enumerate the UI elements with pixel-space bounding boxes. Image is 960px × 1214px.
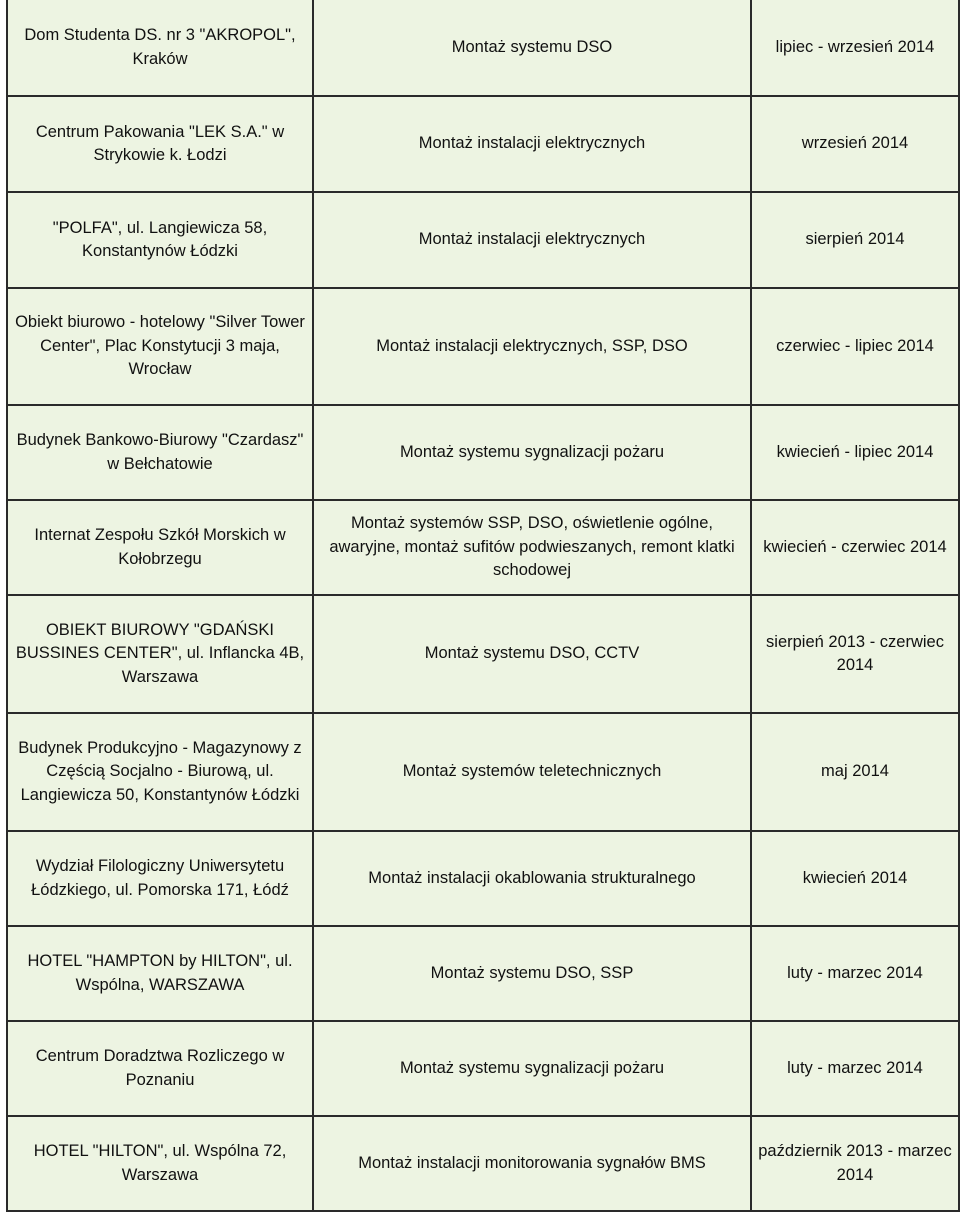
table-row <box>7 500 959 595</box>
table-row <box>7 831 959 926</box>
table-row <box>7 96 959 192</box>
table-row <box>7 192 959 288</box>
date-cell: sierpień 2013 - czerwiec 2014 <box>751 595 959 713</box>
location-cell: Wydział Filologiczny Uniwersytetu Łódzkiego, ul. Pomorska 171, Łódź <box>7 831 313 926</box>
location-cell: Budynek Bankowo-Biurowy "Czardasz" w Bełchatowie <box>7 405 313 500</box>
table-row <box>7 0 959 96</box>
table-row <box>7 405 959 500</box>
scope-cell: Montaż systemów SSP, DSO, oświetlenie ogólne, awaryjne, montaż sufitów podwieszanych, remont klatki schodowej <box>313 500 751 595</box>
date-cell: wrzesień 2014 <box>751 96 959 192</box>
table-row <box>7 288 959 405</box>
location-cell: Internat Zespołu Szkół Morskich w Kołobrzegu <box>7 500 313 595</box>
scope-cell: Montaż instalacji elektrycznych <box>313 96 751 192</box>
scope-cell: Montaż instalacji monitorowania sygnałów BMS <box>313 1116 751 1211</box>
date-cell: luty - marzec 2014 <box>751 1021 959 1116</box>
table-row <box>7 1116 959 1211</box>
date-cell: luty - marzec 2014 <box>751 926 959 1021</box>
date-cell: lipiec - wrzesień 2014 <box>751 0 959 96</box>
location-cell: HOTEL "HILTON", ul. Wspólna 72, Warszawa <box>7 1116 313 1211</box>
date-cell: kwiecień 2014 <box>751 831 959 926</box>
date-cell: kwiecień - czerwiec 2014 <box>751 500 959 595</box>
date-cell: maj 2014 <box>751 713 959 831</box>
location-cell: Centrum Pakowania "LEK S.A." w Strykowie k. Łodzi <box>7 96 313 192</box>
table-row <box>7 713 959 831</box>
date-cell: sierpień 2014 <box>751 192 959 288</box>
location-cell: HOTEL "HAMPTON by HILTON", ul. Wspólna, WARSZAWA <box>7 926 313 1021</box>
scope-cell: Montaż instalacji elektrycznych <box>313 192 751 288</box>
table-row <box>7 1021 959 1116</box>
location-cell: Dom Studenta DS. nr 3 "AKROPOL", Kraków <box>7 0 313 96</box>
table-row <box>7 595 959 713</box>
location-cell: Centrum Doradztwa Rozliczego w Poznaniu <box>7 1021 313 1116</box>
scope-cell: Montaż systemu DSO <box>313 0 751 96</box>
table-row <box>7 926 959 1021</box>
date-cell: czerwiec - lipiec 2014 <box>751 288 959 405</box>
location-cell: Budynek Produkcyjno - Magazynowy z Częścią Socjalno - Biurową, ul. Langiewicza 50, Konstantynów Łódzki <box>7 713 313 831</box>
scope-cell: Montaż systemu DSO, CCTV <box>313 595 751 713</box>
scope-cell: Montaż systemu sygnalizacji pożaru <box>313 405 751 500</box>
location-cell: "POLFA", ul. Langiewicza 58, Konstantynów Łódzki <box>7 192 313 288</box>
scope-cell: Montaż systemu sygnalizacji pożaru <box>313 1021 751 1116</box>
location-cell: OBIEKT BIUROWY "GDAŃSKI BUSSINES CENTER", ul. Inflancka 4B, Warszawa <box>7 595 313 713</box>
location-cell: Obiekt biurowo - hotelowy "Silver Tower Center", Plac Konstytucji 3 maja, Wrocław <box>7 288 313 405</box>
scope-cell: Montaż instalacji okablowania strukturalnego <box>313 831 751 926</box>
references-table <box>6 0 960 1212</box>
date-cell: kwiecień - lipiec 2014 <box>751 405 959 500</box>
scope-cell: Montaż instalacji elektrycznych, SSP, DSO <box>313 288 751 405</box>
scope-cell: Montaż systemu DSO, SSP <box>313 926 751 1021</box>
date-cell: październik 2013 - marzec 2014 <box>751 1116 959 1211</box>
scope-cell: Montaż systemów teletechnicznych <box>313 713 751 831</box>
